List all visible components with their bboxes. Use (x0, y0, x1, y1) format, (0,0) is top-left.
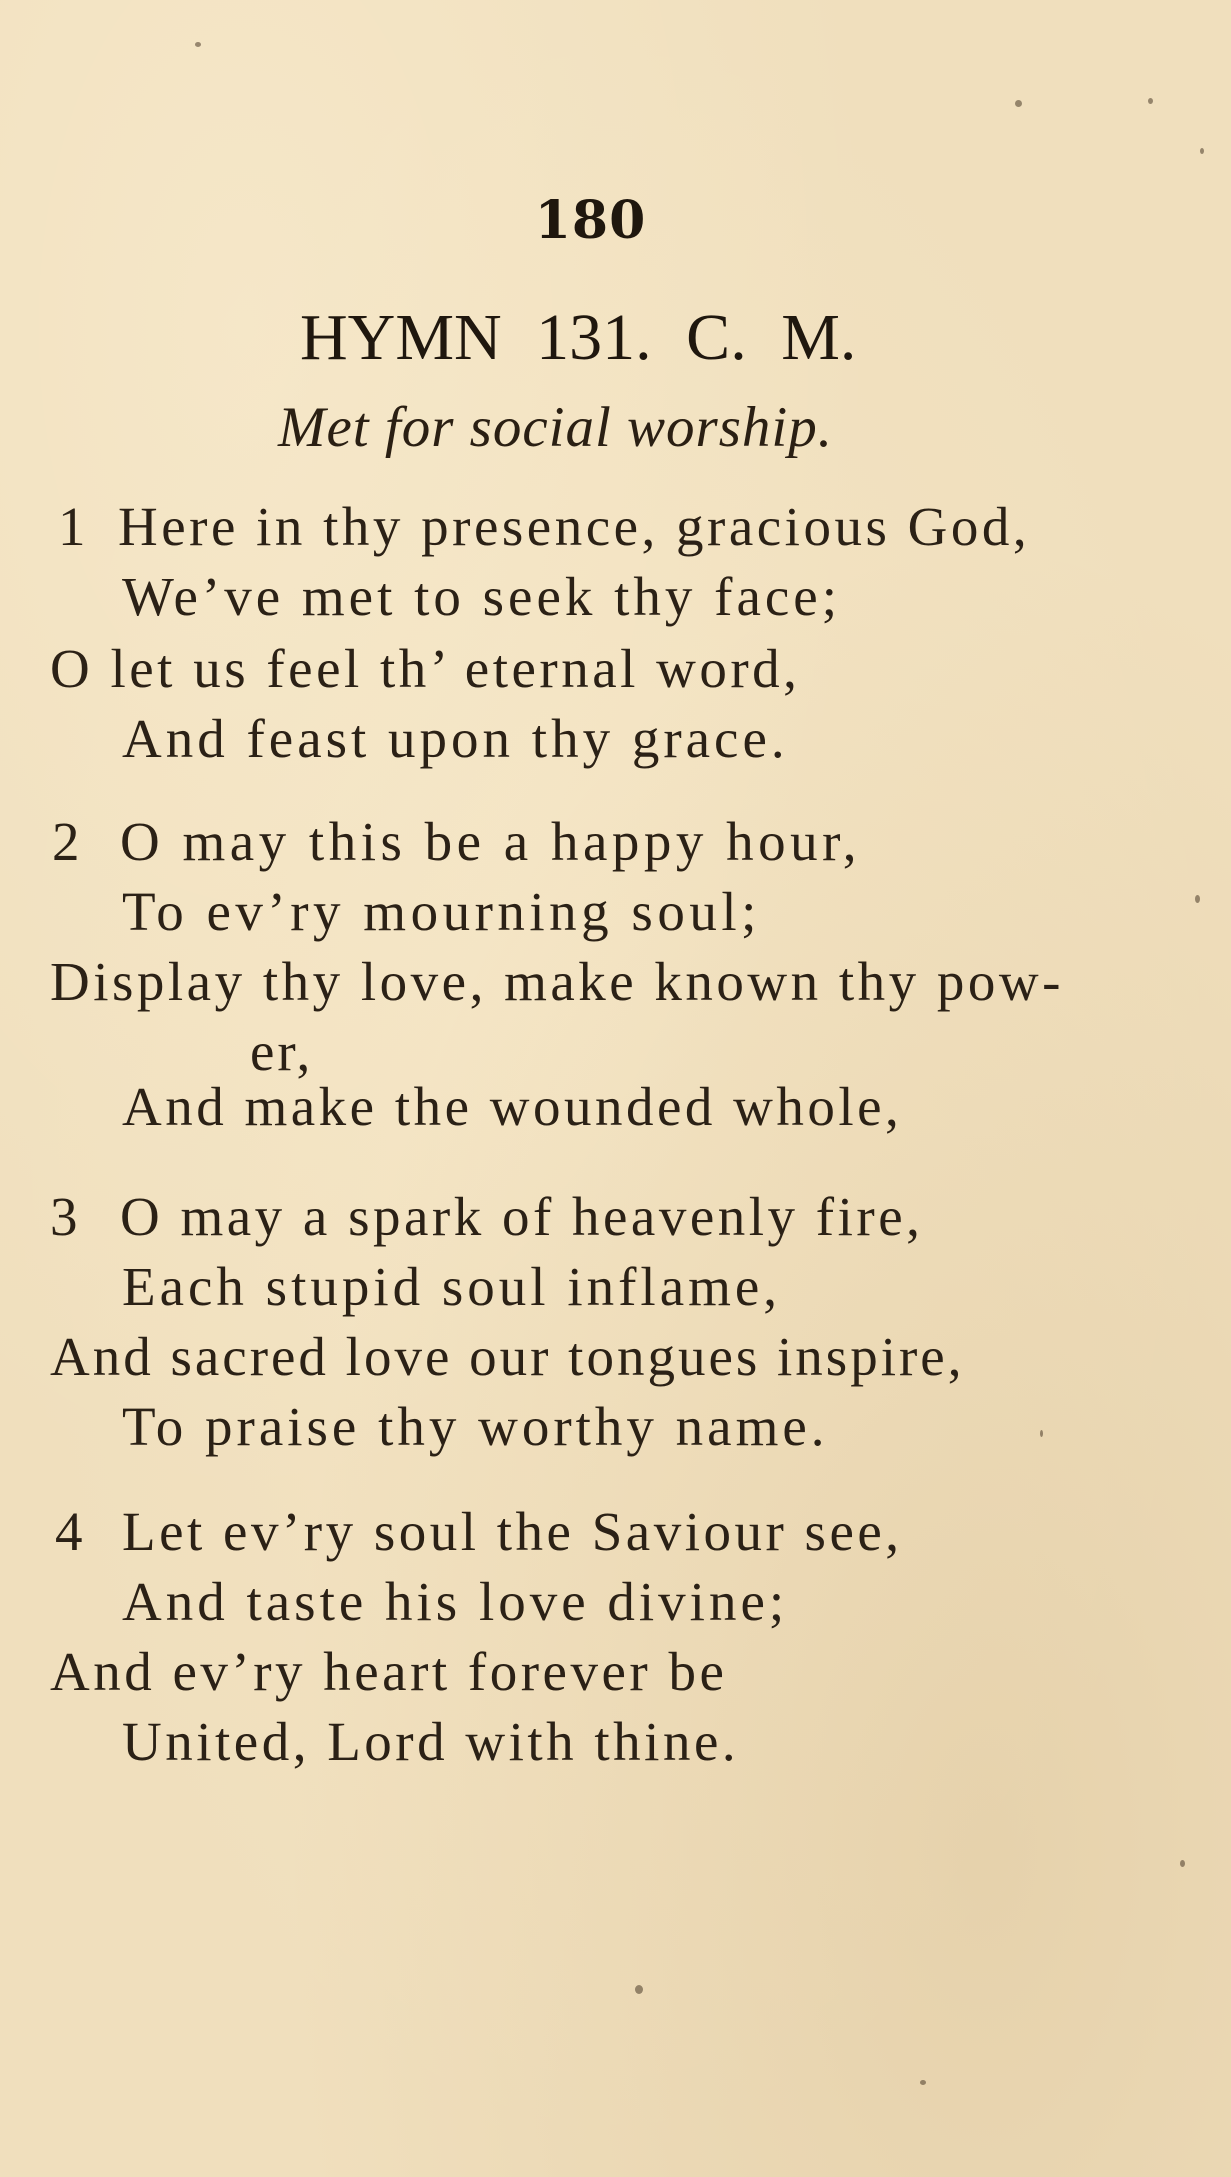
paper-speck (1040, 1430, 1043, 1437)
paper-speck (1195, 895, 1200, 903)
stanza-line: Here in thy presence, gracious God, (118, 496, 1031, 557)
stanza-line: And sacred love our tongues inspire, (50, 1326, 965, 1387)
stanza-line: Each stupid soul inflame, (122, 1256, 782, 1317)
stanza-number: 4 (55, 1501, 83, 1562)
paper-speck (195, 42, 201, 47)
stanza-number: 1 (58, 496, 86, 557)
stanza-line: O may this be a happy hour, (120, 811, 861, 872)
stanza-line: O let us feel th’ eternal word, (50, 638, 801, 699)
stanza-number: 2 (52, 811, 80, 872)
paper-speck (635, 1985, 643, 1994)
page-number: 180 (534, 190, 647, 251)
stanza-line: er, (250, 1021, 314, 1082)
paper-speck (920, 2080, 926, 2085)
stanza-line: Display thy love, make known thy pow- (50, 951, 1064, 1012)
paper-speck (1200, 148, 1204, 154)
stanza-line: Let ev’ry soul the Saviour see, (122, 1501, 903, 1562)
paper-speck (1148, 98, 1153, 104)
stanza-line: United, Lord with thine. (122, 1711, 740, 1772)
paper-speck (1015, 100, 1022, 107)
hymn-subtitle: Met for social worship. (278, 396, 834, 459)
stanza-line: O may a spark of heavenly fire, (120, 1186, 924, 1247)
stanza-line: And make the wounded whole, (122, 1076, 903, 1137)
stanza-line: And ev’ry heart forever be (50, 1641, 728, 1702)
stanza-line: We’ve met to seek thy face; (122, 566, 841, 627)
stanza-line: And feast upon thy grace. (122, 708, 789, 769)
stanza-number: 3 (50, 1186, 78, 1247)
stanza-line: To ev’ry mourning soul; (122, 881, 761, 942)
stanza-line: To praise thy worthy name. (122, 1396, 829, 1457)
paper-speck (1180, 1860, 1185, 1867)
hymn-title: HYMN 131. C. M. (300, 301, 857, 374)
stanza-line: And taste his love divine; (122, 1571, 789, 1632)
